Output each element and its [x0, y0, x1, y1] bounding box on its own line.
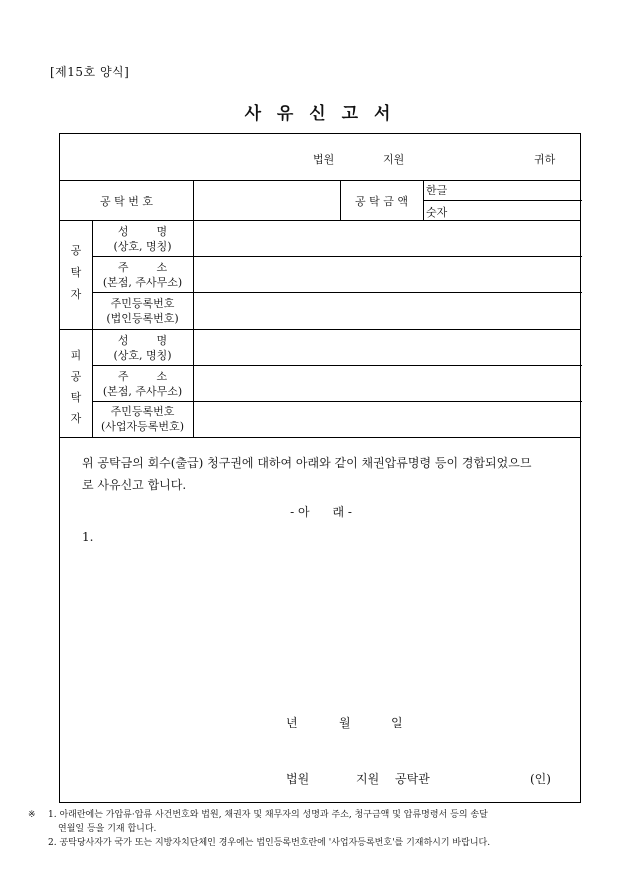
amount-korean-label: 한글: [426, 184, 448, 197]
depositor-label: 공 탁 자: [70, 244, 82, 301]
depositee-label: 피 공 탁 자: [70, 349, 82, 425]
addressee-court: 법원: [313, 153, 335, 166]
signature-branch: 지원: [356, 772, 380, 786]
amount-digits-label: 숫자: [426, 206, 448, 219]
note-mark: ※: [28, 810, 36, 820]
below-heading: - 아 래 -: [290, 505, 352, 519]
deposit-number-field[interactable]: [200, 186, 335, 216]
form-frame: [59, 133, 581, 803]
form-number-label: [제15호 양식]: [50, 65, 130, 79]
deposit-amount-label: 공 탁 금 액: [355, 195, 408, 208]
signature-officer: 공탁관: [395, 772, 430, 786]
depositor-address-label: 주 소 (본점, 주사무소): [102, 261, 183, 289]
note-1-line-2: 연월일 등을 기재 합니다.: [58, 824, 157, 834]
document-title: 사 유 신 고 서: [244, 104, 391, 124]
depositor-name-label: 성 명 (상호, 명칭): [113, 225, 172, 253]
depositor-id-label: 주민등록번호 (법인등록번호): [106, 297, 179, 325]
statement-text: 위 공탁금의 회수(출급) 청구권에 대하여 아래와 같이 채권압류명령 등이 경합되었으므 로 사유신고 합니다.: [82, 456, 532, 492]
seal-mark: (인): [530, 772, 551, 786]
signature-court: 법원: [286, 772, 310, 786]
depositee-name-label: 성 명 (상호, 명칭): [113, 334, 172, 362]
note-1-line-1: 1. 아래란에는 가압류·압류 사건번호와 법원, 채권자 및 채무자의 성명과 주소, 청구금액 및 압류명령서 등의 송달: [48, 810, 488, 820]
date-day: 일: [391, 716, 403, 730]
note-2: 2. 공탁당사자가 국가 또는 지방자치단체인 경우에는 법인등록번호란에 '사업자등록번호'를 기재하시기 바랍니다.: [48, 838, 491, 848]
addressee-branch: 지원: [383, 153, 405, 166]
footnotes: [28, 808, 608, 850]
date-year: 년: [286, 716, 298, 730]
deposit-number-label: 공 탁 번 호: [100, 195, 153, 208]
row-divider: [60, 180, 580, 181]
depositee-address-label: 주 소 (본점, 주사무소): [102, 370, 183, 398]
date-month: 월: [339, 716, 351, 730]
addressee-honorific: 귀하: [534, 153, 556, 166]
item-1-marker: 1.: [82, 530, 94, 544]
depositee-id-label: 주민등록번호 (사업자등록번호): [101, 405, 184, 433]
